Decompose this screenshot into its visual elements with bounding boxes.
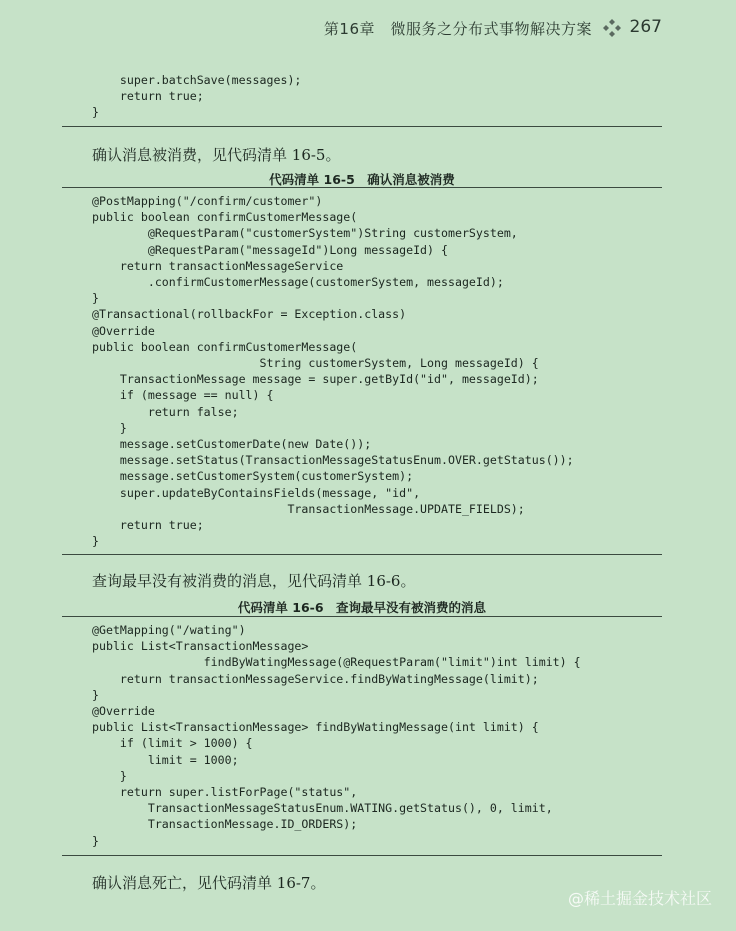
code-line: if (limit > 1000) { [92, 736, 253, 751]
watermark: @稀土掘金技术社区 [567, 889, 712, 908]
code-block-top [92, 72, 301, 121]
code-line: message.setStatus(TransactionMessageStatusEnum.OVER.getStatus()); [92, 453, 574, 468]
code-line: @Override [92, 323, 155, 338]
divider [62, 554, 662, 555]
code-line: } [92, 420, 127, 435]
code-line: TransactionMessage.ID_ORDERS); [92, 817, 358, 832]
code-line: String customerSystem, Long messageId) { [92, 356, 539, 371]
code-line: @GetMapping("/wating") [92, 623, 246, 637]
chapter-title: 第16章 微服务之分布式事物解决方案 [323, 20, 592, 38]
page-header [0, 16, 736, 40]
code-line: @Override [92, 704, 155, 719]
code-line: @RequestParam("customerSystem")String customerSystem, [92, 226, 518, 241]
code-line: public boolean confirmCustomerMessage( [92, 339, 358, 354]
listing-caption-16-5: 代码清单 16-5 确认消息被消费 [269, 172, 455, 187]
code-line: public List<TransactionMessage> [92, 639, 309, 654]
code-line: } [92, 768, 127, 783]
code-line: return true; [92, 89, 204, 104]
code-line: super.updateByContainsFields(message, "id", [92, 485, 421, 500]
code-line: TransactionMessage message = super.getById("id", messageId); [92, 372, 539, 387]
listing-caption-16-6: 代码清单 16-6 查询最早没有被消费的消息 [237, 600, 487, 615]
code-line: } [92, 534, 99, 549]
code-line: return false; [92, 404, 239, 419]
page-number: 267 [629, 17, 662, 37]
divider [62, 855, 662, 856]
code-line: } [92, 833, 99, 848]
code-line: message.setCustomerDate(new Date()); [92, 437, 372, 452]
code-line: return true; [92, 518, 204, 533]
code-line: public List<TransactionMessage> findByWatingMessage(int limit) { [92, 720, 539, 735]
code-line: } [92, 105, 99, 120]
code-line: return transactionMessageService [92, 258, 344, 273]
diamond-cluster-icon [602, 18, 622, 38]
divider [62, 616, 662, 617]
code-line: TransactionMessageStatusEnum.WATING.getStatus(), 0, limit, [92, 801, 553, 816]
code-line: .confirmCustomerMessage(customerSystem, messageId); [92, 275, 504, 290]
code-line: message.setCustomerSystem(customerSystem); [92, 469, 414, 484]
code-line: return transactionMessageService.findByWatingMessage(limit); [92, 671, 539, 686]
code-line: } [92, 687, 99, 702]
code-line: @PostMapping("/confirm/customer") [92, 194, 323, 208]
paragraph-confirm-consumed: 确认消息被消费，见代码清单 16-5。 [92, 146, 341, 164]
code-block-16-6 [92, 622, 581, 849]
paragraph-query-waiting: 查询最早没有被消费的消息，见代码清单 16-6。 [92, 572, 416, 590]
code-block-16-5 [92, 193, 574, 549]
code-line: public boolean confirmCustomerMessage( [92, 210, 358, 225]
code-line: findByWatingMessage(@RequestParam("limit")int limit) { [92, 655, 581, 670]
code-line: if (message == null) { [92, 388, 274, 403]
divider [62, 187, 662, 188]
paragraph-confirm-dead: 确认消息死亡，见代码清单 16-7。 [92, 874, 326, 892]
code-line: super.batchSave(messages); [92, 73, 302, 87]
code-line: TransactionMessage.UPDATE_FIELDS); [92, 501, 525, 516]
code-line: return super.listForPage("status", [92, 785, 358, 800]
code-line: @Transactional(rollbackFor = Exception.class) [92, 307, 407, 322]
divider [62, 126, 662, 127]
code-line: limit = 1000; [92, 752, 239, 767]
code-line: } [92, 291, 99, 306]
code-line: @RequestParam("messageId")Long messageId) { [92, 242, 448, 257]
